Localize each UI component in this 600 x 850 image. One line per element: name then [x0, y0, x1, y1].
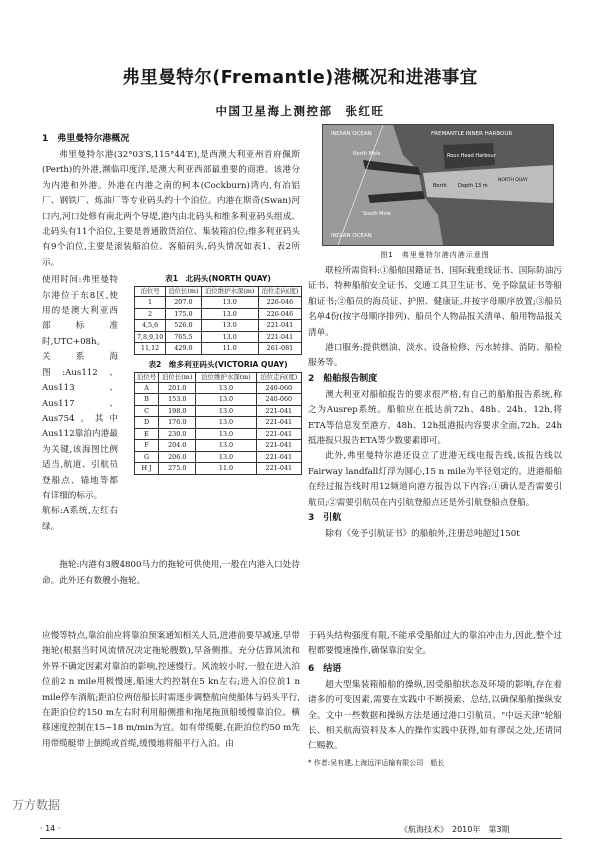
- footer-rule: [40, 838, 562, 839]
- table-cell: 11,12: [135, 343, 166, 355]
- table-cell: 275.0: [159, 463, 196, 475]
- section-6-paragraph: 超大型集装箱船舶的操纵,因受船舶状态及环境的影响,存在着诸多的可变因素,需要在实践中不断摸索、总结,以确保船舶操纵安全。文中一些数据和操纵方法是通过港口引航员、"中远天津"轮船长、相关航海资料及本人的操作实践中获得,如有谬误之处,还请同仁赐教。: [308, 679, 562, 752]
- table-cell: 221-041: [258, 331, 301, 343]
- table-cell: 230.0: [159, 428, 196, 440]
- table-cell: C: [135, 405, 159, 417]
- table-cell: 204.0: [159, 440, 196, 452]
- side-text: [42, 273, 118, 535]
- section-1-paragraph-2: 拖轮:内港有3艘4800马力的拖轮可供使用,一般在内港入口处待命。此外还有数艘小拖轮。: [42, 560, 300, 586]
- figure-caption: 图1 弗里曼特尔港内港示意图: [380, 251, 490, 259]
- left-column: [42, 132, 300, 589]
- table-cell: 221-041: [258, 320, 301, 332]
- table-row: [135, 394, 302, 406]
- table-cell: 13.0: [196, 405, 256, 417]
- table-cell: 1: [135, 297, 166, 309]
- table-cell: B: [135, 394, 159, 406]
- table-cell: 221-041: [256, 451, 301, 463]
- table-cell: 226-046: [258, 308, 301, 320]
- table-header-cell: 泊位走向(度): [258, 287, 301, 297]
- table-cell: 2: [135, 308, 166, 320]
- table-cell: 221-041: [256, 428, 301, 440]
- table-1-caption: 表1 北码头(NORTH QUAY): [165, 274, 271, 284]
- table-row: [135, 331, 302, 343]
- section-3-paragraph-1: 除有《免予引航证书》的船舶外,注册总吨超过150t: [325, 529, 520, 540]
- right-column: [308, 124, 562, 543]
- table-header-cell: 泊位走向(度): [256, 372, 301, 382]
- section-1-paragraph-1: 弗里曼特尔港(32°03′S,115°44′E),是西澳大利亚州首府佩斯(Perth)的外港,濒临印度洋,是澳大利亚西部最重要的商港。该港分为内港和外港。外港在内港之南的柯本(Cockburn)湾内,有冶铝厂、钢铁厂、炼油厂等专业码头约十个泊位。内港在斯奇(Swan)河口内,河口处修有南北两个导堤,港内由北码头和维多利亚码头组成。北码头有11个泊位,主要是普通散货泊位、集装箱泊位;维多利亚码头有9个泊位,主要是滚装船泊位、客船码头,码头情况如表1、表2所示。: [42, 150, 300, 268]
- page-number: · 14 ·: [40, 824, 61, 833]
- bottom-right-paragraph: 于码头结构强度有限,不能承受船舶过大的靠泊冲击力,因此,整个过程都要慢速操作,确保靠泊安全。: [308, 631, 562, 657]
- table-cell: 153.0: [159, 394, 196, 406]
- label-south-mole: South Mole: [363, 211, 391, 217]
- table-cell: 240-060: [256, 382, 301, 394]
- label-inner-harbour: FREMANTLE INNER HARBOUR: [431, 131, 513, 137]
- section-6-heading: 6 结语: [308, 663, 342, 674]
- table-row: [135, 297, 302, 309]
- table-header-cell: 泊位号: [135, 287, 166, 297]
- author-footnote: * 作者:吴有建,上海远洋运输有限公司 船长: [308, 758, 445, 767]
- table-cell: 206.0: [159, 451, 196, 463]
- right-paragraph-2: 港口服务:提供燃油、淡水、设备检修、污水转排、消防、船检服务等。: [308, 343, 562, 369]
- table-cell: 4,5,6: [135, 320, 166, 332]
- table-cell: 221-041: [256, 463, 301, 475]
- label-indian-ocean-bottom: INDIAN OCEAN: [331, 233, 372, 239]
- table-cell: 765.5: [166, 331, 201, 343]
- side-text-paragraph: 使用时间:弗里曼特尔港位于东8区,使用的是澳大利亚西部标准时,UTC+08h。 关系海图:Aus112、Aus113、Aus117、Aus754。其中Aus112靠泊内港最为关键,该海图比例适当,航道、引航员登船点、锚地等都有详细的标示。 航标:A系统,左红右绿。: [42, 275, 118, 532]
- label-north-mole: North Mole: [353, 151, 381, 157]
- table-row: [135, 440, 302, 452]
- table-cell: 7,8,9,10: [135, 331, 166, 343]
- table-cell: E: [135, 428, 159, 440]
- table-cell: 176.0: [159, 417, 196, 429]
- table-cell: 201.0: [159, 382, 196, 394]
- table-cell: A: [135, 382, 159, 394]
- table-cell: 175.0: [166, 308, 201, 320]
- label-berth: Berth: [433, 183, 447, 189]
- table-row: [135, 343, 302, 355]
- label-indian-ocean-top: INDIAN OCEAN: [331, 131, 372, 137]
- float-wrap: [42, 273, 300, 558]
- table-row: [135, 308, 302, 320]
- table-cell: 13.0: [196, 417, 256, 429]
- table-row: [135, 320, 302, 332]
- article-title: 弗里曼特尔(Fremantle)港概况和进港事宜: [122, 68, 478, 88]
- right-paragraph-1: 联检所需资料:①船舶国籍证书、国际载重线证书、国际防油污证书、特种船舶安全证书、交通工具卫生证书、免予除鼠证书等船舶证书;②船员的海员证、护照、健康证,并按字母顺序放置;③船员名单4份(按字母顺序排列)、船员个人物品报关清单、船用物品报关清单。: [308, 266, 562, 338]
- table-cell: 13.0: [201, 308, 258, 320]
- table-cell: 526.0: [166, 320, 201, 332]
- table-cell: 221-041: [256, 440, 301, 452]
- table-cell: F: [135, 440, 159, 452]
- table-row: [135, 451, 302, 463]
- table-cell: 11.0: [196, 463, 256, 475]
- tables-block: [134, 273, 302, 479]
- journal-footer: 《航海技术》 2010年 第3期: [400, 825, 510, 834]
- table-cell: 13.0: [196, 382, 256, 394]
- table-cell: 226-046: [258, 297, 301, 309]
- table-cell: 13.0: [201, 331, 258, 343]
- section-2-paragraph-2: 此外,弗里曼特尔港还设立了进港无线电报告线,该报告线以Fairway landfall灯浮为圆心,15 n mile为半径划定的。进港船舶在经过报告线时用12频道向港方报告以下内容:①确认是否需要引航员;②需要引航员在内引航登船点还是外引航登船点登船。: [308, 451, 562, 508]
- label-north-quay: NORTH QUAY: [498, 178, 528, 183]
- watermark: 万方数据: [12, 798, 61, 812]
- table-cell: 13.0: [196, 428, 256, 440]
- bottom-left-column: [42, 629, 300, 752]
- article-authors: 中国卫星海上测控部 张红旺: [215, 104, 385, 118]
- section-2-heading: 2 船舶报告制度: [308, 373, 378, 384]
- table-cell: D: [135, 417, 159, 429]
- table-2: [134, 372, 302, 475]
- table-cell: 13.0: [201, 297, 258, 309]
- table-cell: 429.0: [166, 343, 201, 355]
- label-depth: Depth 13 m: [458, 183, 488, 189]
- table-cell: 261-081: [258, 343, 301, 355]
- table-cell: 221-041: [256, 405, 301, 417]
- harbour-map-svg: [323, 125, 553, 245]
- section-3-heading: 3 引航: [308, 513, 342, 524]
- table-row: [135, 382, 302, 394]
- table-cell: 207.0: [166, 297, 201, 309]
- table-cell: 13.0: [196, 451, 256, 463]
- bottom-right-column: [308, 629, 562, 769]
- table-2-caption: 表2 维多利亚码头(VICTORIA QUAY): [148, 359, 288, 369]
- table-header-cell: 泊位维护水深(m): [201, 287, 258, 297]
- table-cell: 198.0: [159, 405, 196, 417]
- table-cell: 13.0: [196, 394, 256, 406]
- table-cell: 13.0: [201, 320, 258, 332]
- section-1-heading: 1 弗里曼特尔港概况: [42, 134, 130, 144]
- table-cell: 11.0: [201, 343, 258, 355]
- table-row: [135, 463, 302, 475]
- table-1: [134, 286, 302, 355]
- table-cell: 240-060: [256, 394, 301, 406]
- table-cell: 13.0: [196, 440, 256, 452]
- section-2-paragraph-1: 澳大利亚对船舶报告的要求很严格,有自己的船舶报告系统,称之为Ausrep系统。船舶应在抵达前72h、48h、24h、12h,将ETA等信息发至港方。48h、12h抵港报内容要求全面,72h、24h抵港报只报告ETA等少数要素即可。: [308, 389, 562, 447]
- table-header-cell: 泊位号: [135, 372, 159, 382]
- table-row: [135, 417, 302, 429]
- table-header-cell: 泊位维护水深(m): [196, 372, 256, 382]
- bottom-left-paragraph: 应慢等特点,靠泊前应将靠泊预案通知相关人员,进港前要早减速,早带拖轮(根据当时风流情况决定拖轮艘数),早备侧推。充分估算风流和外界不确定因素对靠泊的影响,控速慢行。风流较小时,一般在进入泊位前2 n mile用极慢速,船速大约控制在5 kn左右;进入泊位前1 n mile停车淌航;距泊位两倍船长时需逐步调整航向使船体与码头平行,在距泊位约150 m左右时利用船侧推和拖尾拖顶船缓慢靠泊位。横移速度控制在15~18 m/min为宜。如有带缆艇,在距泊位约50 m先用带缆艇带上倒缆或首缆,缓慢地将船平行入泊。由: [42, 631, 300, 749]
- table-cell: H J: [135, 463, 159, 475]
- table-header-cell: 泊位长(m): [159, 372, 196, 382]
- table-cell: 221-041: [256, 417, 301, 429]
- table-row: [135, 405, 302, 417]
- harbour-map: [322, 124, 554, 246]
- table-row: [135, 428, 302, 440]
- table-cell: G: [135, 451, 159, 463]
- table-header-cell: 泊位长(m): [166, 287, 201, 297]
- label-rous-head: Rous Head Harbour: [447, 153, 496, 159]
